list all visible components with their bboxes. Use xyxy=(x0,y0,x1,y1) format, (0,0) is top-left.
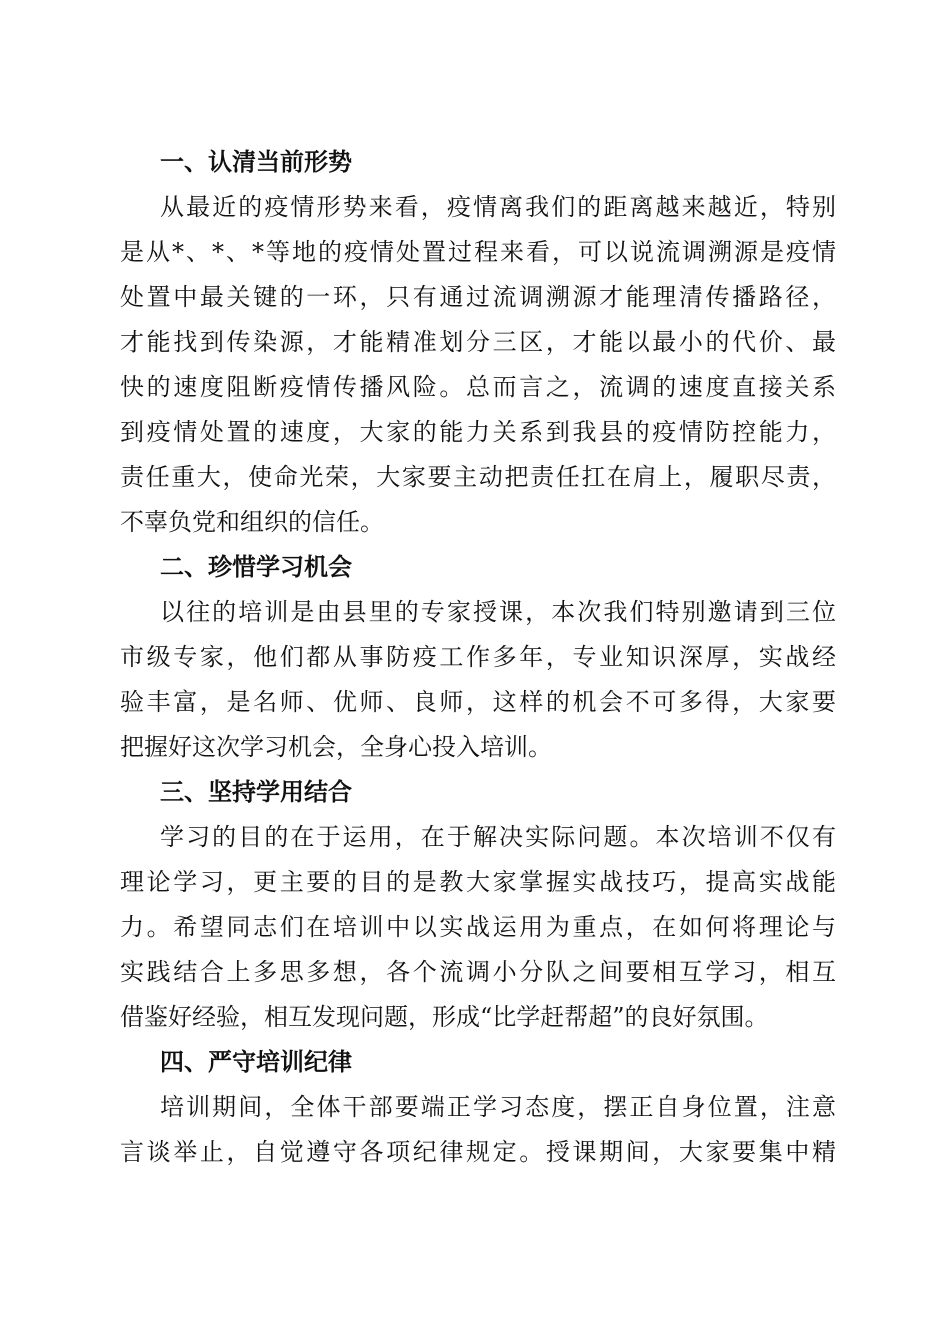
text-line: 借鉴好经验，相互发现问题，形成“比学赶帮超”的良好氛围。 xyxy=(120,1003,769,1031)
text-line: 责任重大，使命光荣，大家要主动把责任扛在肩上，履职尽责， xyxy=(120,463,836,491)
text-line: 是从*、*、*等地的疫情处置过程来看，可以说流调溯源是疫情 xyxy=(120,238,836,266)
paragraph xyxy=(120,1085,836,1175)
text-line: 处置中最关键的一环，只有通过流调溯源才能理清传播路径， xyxy=(120,283,836,311)
text-line: 验丰富，是名师、优师、良师，这样的机会不可多得，大家要 xyxy=(120,688,836,716)
text-line: 理论学习，更主要的目的是教大家掌握实战技巧，提高实战能 xyxy=(120,868,836,896)
text-line: 从最近的疫情形势来看，疫情离我们的距离越来越近，特别 xyxy=(160,193,836,221)
section-training-discipline xyxy=(120,1040,836,1175)
text-line: 以往的培训是由县里的专家授课，本次我们特别邀请到三位 xyxy=(160,598,836,626)
section-heading: 四、严守培训纪律 xyxy=(160,1048,352,1076)
text-line: 把握好这次学习机会，全身心投入培训。 xyxy=(120,733,552,761)
paragraph xyxy=(120,815,836,1040)
text-line: 学习的目的在于运用，在于解决实际问题。本次培训不仅有 xyxy=(160,823,836,851)
section-heading: 一、认清当前形势 xyxy=(160,148,352,176)
text-line: 实践结合上多思多想，各个流调小分队之间要相互学习，相互 xyxy=(120,958,836,986)
text-line: 到疫情处置的速度，大家的能力关系到我县的疫情防控能力， xyxy=(120,418,836,446)
text-line: 力。希望同志们在培训中以实战运用为重点，在如何将理论与 xyxy=(120,913,836,941)
text-line: 快的速度阻断疫情传播风险。总而言之，流调的速度直接关系 xyxy=(120,373,836,401)
text-line: 才能找到传染源，才能精准划分三区，才能以最小的代价、最 xyxy=(120,328,836,356)
section-heading: 二、珍惜学习机会 xyxy=(160,553,352,581)
section-learning-opportunity xyxy=(120,545,836,770)
paragraph xyxy=(120,590,836,770)
text-line: 培训期间，全体干部要端正学习态度，摆正自身位置，注意 xyxy=(160,1093,836,1121)
section-learning-application xyxy=(120,770,836,1040)
text-line: 不辜负党和组织的信任。 xyxy=(120,508,384,536)
text-line: 市级专家，他们都从事防疫工作多年，专业知识深厚，实战经 xyxy=(120,643,836,671)
paragraph xyxy=(120,185,836,545)
section-situation xyxy=(120,140,836,545)
section-heading: 三、坚持学用结合 xyxy=(160,778,352,806)
text-line: 言谈举止，自觉遵守各项纪律规定。授课期间，大家要集中精 xyxy=(120,1138,836,1166)
document-body xyxy=(120,140,836,1175)
